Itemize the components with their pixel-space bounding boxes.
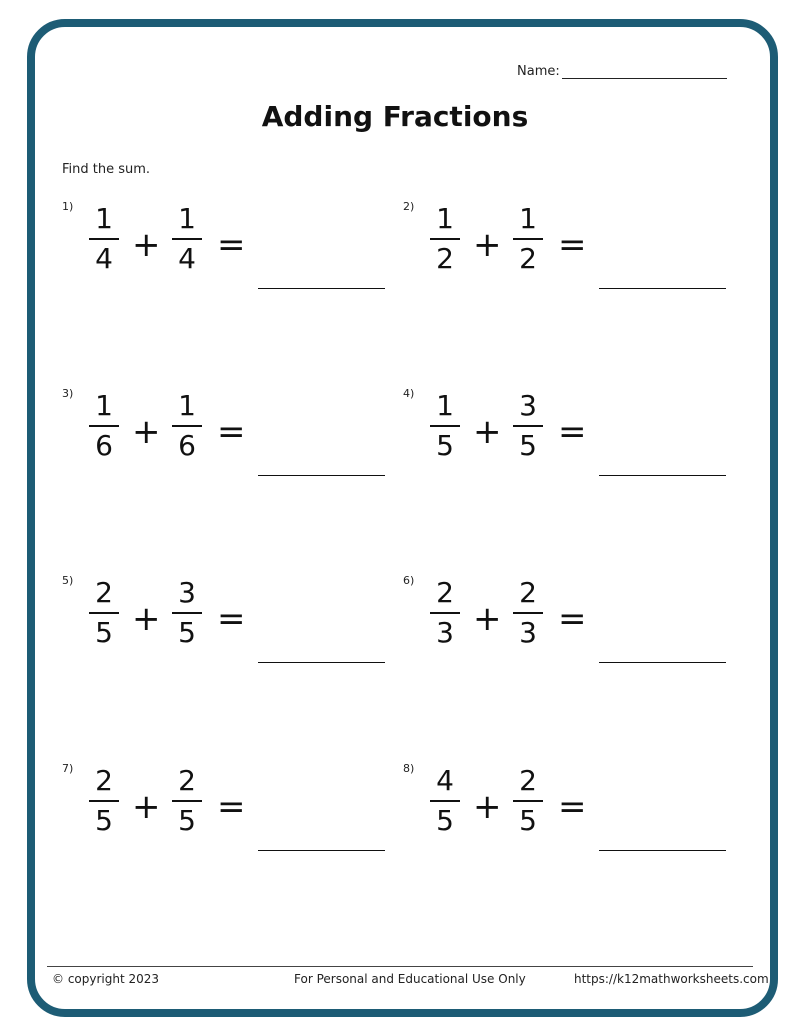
plus-sign: + — [473, 599, 502, 639]
equals-sign: = — [558, 412, 587, 452]
problem — [403, 574, 733, 684]
problem-number: 1) — [62, 200, 74, 213]
fraction-b — [172, 578, 202, 650]
fraction-bar — [430, 800, 460, 802]
denominator: 6 — [95, 429, 113, 462]
denominator: 4 — [178, 242, 196, 275]
answer-blank[interactable] — [258, 288, 385, 289]
denominator: 5 — [178, 804, 196, 837]
fraction-b — [513, 204, 543, 276]
fraction-a — [430, 391, 460, 463]
numerator: 2 — [178, 764, 196, 797]
numerator: 1 — [95, 202, 113, 235]
problem-number: 2) — [403, 200, 415, 213]
fraction-bar — [89, 612, 119, 614]
denominator: 3 — [436, 616, 454, 649]
numerator: 4 — [436, 764, 454, 797]
problem — [403, 200, 733, 310]
denominator: 3 — [519, 616, 537, 649]
page-title: Adding Fractions — [261, 100, 529, 133]
fraction-b — [172, 766, 202, 838]
equals-sign: = — [217, 412, 246, 452]
equals-sign: = — [558, 599, 587, 639]
fraction-a — [430, 204, 460, 276]
fraction-bar — [430, 238, 460, 240]
numerator: 1 — [178, 202, 196, 235]
fraction-bar — [172, 425, 202, 427]
plus-sign: + — [132, 412, 161, 452]
numerator: 1 — [519, 202, 537, 235]
denominator: 5 — [436, 429, 454, 462]
problem-number: 7) — [62, 762, 74, 775]
fraction-bar — [430, 425, 460, 427]
plus-sign: + — [473, 787, 502, 827]
denominator: 2 — [519, 242, 537, 275]
problem — [62, 762, 392, 872]
name-label: Name: — [517, 64, 560, 79]
answer-blank[interactable] — [258, 850, 385, 851]
fraction-a — [89, 391, 119, 463]
fraction-bar — [513, 612, 543, 614]
equals-sign: = — [217, 787, 246, 827]
numerator: 2 — [436, 576, 454, 609]
fraction-a — [89, 204, 119, 276]
numerator: 2 — [519, 764, 537, 797]
fraction-b — [172, 204, 202, 276]
numerator: 2 — [519, 576, 537, 609]
fraction-b — [513, 766, 543, 838]
denominator: 4 — [95, 242, 113, 275]
plus-sign: + — [132, 599, 161, 639]
fraction-bar — [89, 425, 119, 427]
problem — [62, 200, 392, 310]
denominator: 2 — [436, 242, 454, 275]
denominator: 5 — [519, 429, 537, 462]
plus-sign: + — [132, 787, 161, 827]
fraction-b — [513, 391, 543, 463]
denominator: 5 — [95, 616, 113, 649]
fraction-bar — [172, 238, 202, 240]
plus-sign: + — [473, 412, 502, 452]
fraction-b — [172, 391, 202, 463]
answer-blank[interactable] — [258, 662, 385, 663]
problem — [403, 762, 733, 872]
fraction-a — [89, 766, 119, 838]
fraction-bar — [513, 238, 543, 240]
answer-blank[interactable] — [258, 475, 385, 476]
numerator: 3 — [519, 389, 537, 422]
problem-number: 5) — [62, 574, 74, 587]
website-link[interactable]: https://k12mathworksheets.com — [574, 972, 769, 986]
fraction-bar — [172, 612, 202, 614]
numerator: 1 — [436, 202, 454, 235]
numerator: 3 — [178, 576, 196, 609]
plus-sign: + — [473, 225, 502, 265]
problem — [403, 387, 733, 497]
numerator: 1 — [95, 389, 113, 422]
denominator: 5 — [95, 804, 113, 837]
answer-blank[interactable] — [599, 288, 726, 289]
denominator: 6 — [178, 429, 196, 462]
fraction-bar — [172, 800, 202, 802]
denominator: 5 — [519, 804, 537, 837]
plus-sign: + — [132, 225, 161, 265]
denominator: 5 — [178, 616, 196, 649]
denominator: 5 — [436, 804, 454, 837]
answer-blank[interactable] — [599, 475, 726, 476]
problem — [62, 387, 392, 497]
answer-blank[interactable] — [599, 662, 726, 663]
numerator: 2 — [95, 764, 113, 797]
name-blank-line[interactable] — [562, 66, 727, 79]
fraction-bar — [89, 800, 119, 802]
problem — [62, 574, 392, 684]
equals-sign: = — [558, 225, 587, 265]
problem-number: 8) — [403, 762, 415, 775]
answer-blank[interactable] — [599, 850, 726, 851]
instruction-text: Find the sum. — [62, 162, 151, 177]
fraction-a — [430, 578, 460, 650]
problem-number: 4) — [403, 387, 415, 400]
fraction-bar — [430, 612, 460, 614]
problem-number: 6) — [403, 574, 415, 587]
fraction-bar — [513, 800, 543, 802]
copyright-text: © copyright 2023 — [52, 972, 160, 986]
equals-sign: = — [217, 225, 246, 265]
numerator: 1 — [436, 389, 454, 422]
fraction-bar — [89, 238, 119, 240]
numerator: 2 — [95, 576, 113, 609]
problem-number: 3) — [62, 387, 74, 400]
equals-sign: = — [558, 787, 587, 827]
footer-divider — [47, 966, 753, 967]
usage-notice: For Personal and Educational Use Only — [294, 972, 526, 986]
fraction-a — [430, 766, 460, 838]
fraction-b — [513, 578, 543, 650]
numerator: 1 — [178, 389, 196, 422]
fraction-a — [89, 578, 119, 650]
name-field — [517, 64, 727, 79]
equals-sign: = — [217, 599, 246, 639]
fraction-bar — [513, 425, 543, 427]
